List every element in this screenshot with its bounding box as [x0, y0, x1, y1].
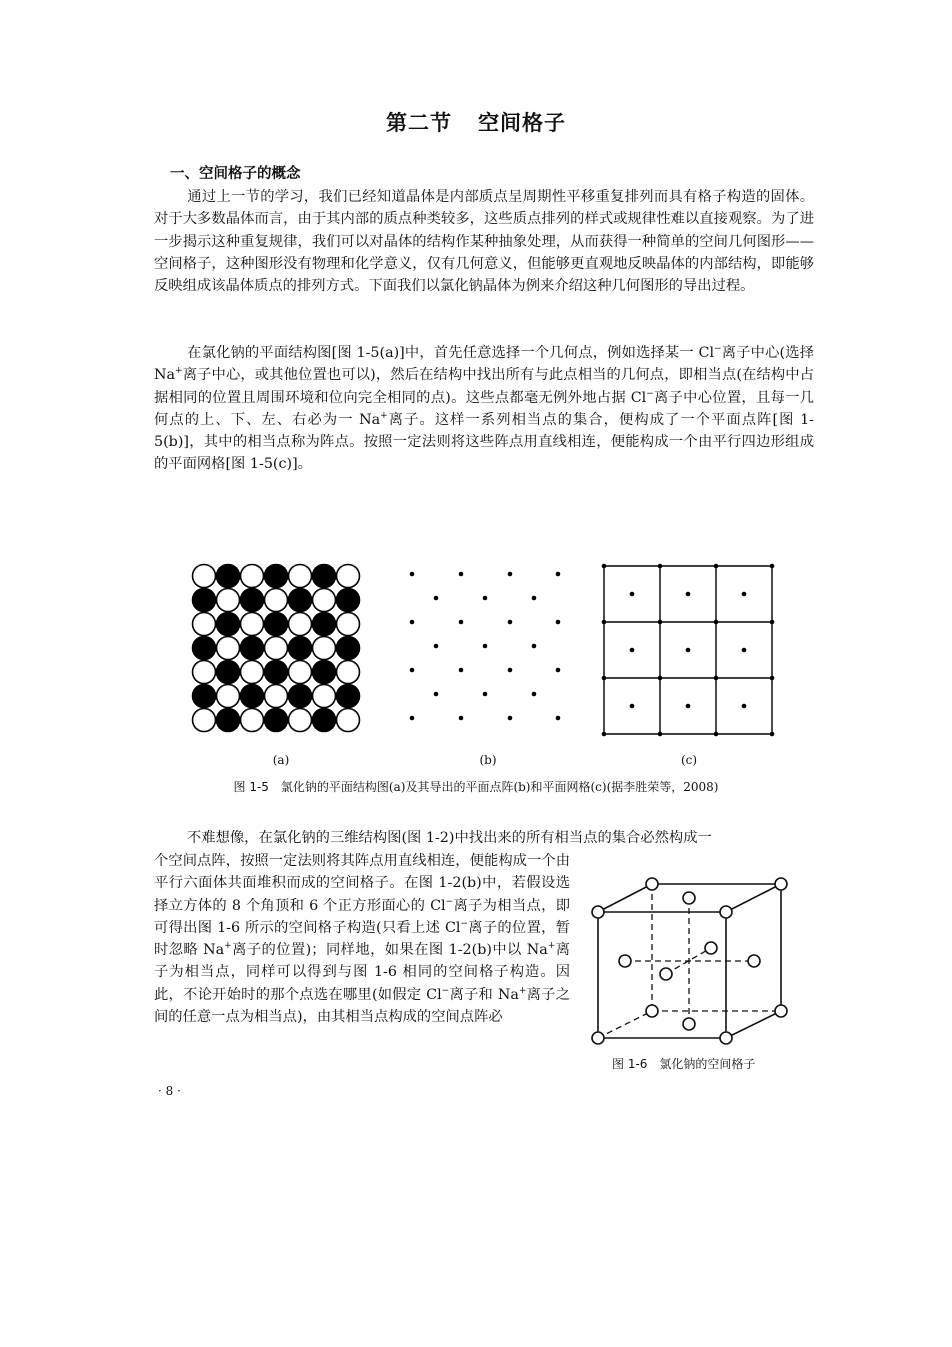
lattice-point: [714, 676, 719, 681]
lattice-point: [714, 564, 719, 569]
cl-ion: [289, 565, 312, 588]
paragraph-1: [154, 186, 814, 297]
figure-label-a: (a): [272, 753, 290, 767]
na-ion: [217, 709, 240, 732]
superscript: −: [460, 919, 469, 930]
superscript: +: [380, 411, 388, 422]
na-ion: [265, 661, 288, 684]
p4-text-b: 离子为相当点，即可得出图 1-6 所示的空间格子构造(只看上述 Cl: [154, 897, 570, 936]
cl-ion: [193, 613, 216, 636]
lattice-point: [532, 644, 537, 649]
lattice-point: [556, 668, 561, 673]
lattice-point: [742, 704, 747, 709]
lattice-point: [770, 564, 775, 569]
p4-text-g: 离子之间的任意一点为相当点)，由其相当点构成的空间点阵必: [154, 986, 570, 1026]
na-ion: [193, 685, 216, 708]
lattice-point: [410, 620, 415, 625]
figure-1-5a-nacl-structure: [188, 560, 368, 740]
cl-ion: [217, 589, 240, 612]
na-ion: [313, 613, 336, 636]
cl-ion: [193, 565, 216, 588]
p4-text-c: 离子的位置，暂时忽略 Na: [154, 919, 571, 959]
lattice-point: [410, 668, 415, 673]
cl-ion: [313, 637, 336, 660]
figure-1-5c-plane-net: [598, 560, 778, 740]
cl-ion: [337, 661, 360, 684]
superscript: −: [646, 388, 654, 399]
cl-ion: [241, 709, 264, 732]
lattice-point: [532, 596, 537, 601]
paragraph-1-text: 通过上一节的学习，我们已经知道晶体是内部质点呈周期性平移重复排列而具有格子构造的固体。对于大多数晶体而言，由于其内部的质点种类较多，这些质点排列的样式或规律性难以直接观察。为了进一步揭示这种重复规律，我们可以对晶体的结构作某种抽象处理，从而获得一种简单的空间几何图形——空间格子，这种图形没有物理和化学意义，仅有几何意义，但能够更直观地反映晶体的内部结构，即能够反映组成该晶体质点的排列方式。下面我们以氯化钠晶体为例来介绍这种几何图形的导出过程。: [154, 189, 814, 295]
na-ion: [265, 565, 288, 588]
paragraph-2: [154, 342, 814, 476]
lattice-point: [630, 648, 635, 653]
lattice-point: [459, 716, 464, 721]
superscript: +: [547, 941, 556, 952]
section-name: 空间格子: [478, 111, 566, 135]
lattice-point: [602, 676, 607, 681]
cl-ion: [313, 589, 336, 612]
cl-ion: [241, 661, 264, 684]
superscript: −: [445, 896, 454, 907]
lattice-point: [532, 692, 537, 697]
lattice-point: [770, 676, 775, 681]
lattice-point: [556, 572, 561, 577]
lattice-point: [630, 592, 635, 597]
lattice-point: [770, 732, 775, 737]
lattice-point: [658, 620, 663, 625]
na-ion: [217, 613, 240, 636]
cl-ion: [265, 685, 288, 708]
na-ion: [193, 589, 216, 612]
na-ion: [217, 565, 240, 588]
lattice-point: [742, 592, 747, 597]
lattice-point: [658, 564, 663, 569]
figure-1-6-text: 氯化钠的空间格子: [659, 1057, 756, 1071]
na-ion: [337, 685, 360, 708]
na-ion: [241, 589, 264, 612]
cl-ion: [265, 637, 288, 660]
lattice-point: [686, 648, 691, 653]
na-ion: [265, 613, 288, 636]
cl-ion: [289, 661, 312, 684]
na-ion: [313, 709, 336, 732]
paragraph-4: [154, 850, 570, 1028]
lattice-point: [410, 572, 415, 577]
superscript: −: [441, 986, 450, 997]
cl-ion: [241, 565, 264, 588]
lattice-point: [434, 692, 439, 697]
cl-ion: [289, 709, 312, 732]
lattice-point: [602, 564, 607, 569]
figure-1-5-text: 氯化钠的平面结构图(a)及其导出的平面点阵(b)和平面网格(c)(据李胜荣等，2008): [280, 780, 719, 794]
lattice-point: [714, 620, 719, 625]
figure-1-6-number: 图 1-6: [612, 1057, 648, 1071]
page-number: · 8 ·: [158, 1084, 181, 1098]
lattice-point: [434, 644, 439, 649]
cl-ion: [241, 613, 264, 636]
na-ion: [313, 565, 336, 588]
cl-ion: [337, 613, 360, 636]
lattice-point: [714, 732, 719, 737]
na-ion: [337, 589, 360, 612]
lattice-point: [508, 668, 513, 673]
lattice-point: [434, 596, 439, 601]
superscript: +: [518, 986, 527, 997]
p4-text-f: 离子和 Na: [449, 986, 519, 1003]
lattice-point: [508, 572, 513, 577]
cl-ion: [193, 709, 216, 732]
lattice-point: [459, 620, 464, 625]
cl-ion: [337, 565, 360, 588]
figure-label-c: (c): [680, 753, 698, 767]
lattice-point: [508, 620, 513, 625]
p2-text-c: 离子中心，或其他位置也可以)，然后在结构中找出所有与此点相当的几何点，即相当点(在结构中占据相同的位置且周围环境和位向完全相同的点)。这些点都毫无例外地占据 Cl: [154, 367, 814, 406]
paragraph-3: [154, 827, 814, 849]
na-ion: [337, 637, 360, 660]
cl-ion: [217, 685, 240, 708]
na-ion: [241, 685, 264, 708]
p2-text-a: 在氯化钠的平面结构图[图 1-5(a)]中，首先任意选择一个几何点，例如选择某一 Cl: [187, 345, 715, 361]
na-ion: [289, 637, 312, 660]
lattice-point: [459, 572, 464, 577]
lattice-point: [658, 732, 663, 737]
figure-label-b: (b): [479, 753, 497, 767]
lattice-point: [483, 692, 488, 697]
cl-ion: [337, 709, 360, 732]
lattice-point: [459, 668, 464, 673]
figure-1-5b-plane-lattice: [400, 560, 570, 730]
figure-1-6-nacl-space-lattice: [588, 872, 793, 1047]
na-ion: [193, 637, 216, 660]
na-ion: [265, 709, 288, 732]
lattice-point: [686, 592, 691, 597]
cl-ion: [265, 589, 288, 612]
na-ion: [289, 685, 312, 708]
lattice-point: [770, 620, 775, 625]
lattice-point: [686, 704, 691, 709]
na-ion: [289, 589, 312, 612]
subsection-heading: 一、空间格子的概念: [170, 166, 301, 182]
cl-ion: [217, 637, 240, 660]
paragraph-3-text: 不难想像，在氯化钠的三维结构图(图 1-2)中找出来的所有相当点的集合必然构成一: [187, 830, 712, 846]
p2-text-b: 离子中心(选择 Na: [154, 345, 814, 384]
lattice-point: [410, 716, 415, 721]
lattice-point: [742, 648, 747, 653]
lattice-point: [630, 704, 635, 709]
na-ion: [313, 661, 336, 684]
lattice-point: [602, 732, 607, 737]
lattice-point: [483, 596, 488, 601]
superscript: −: [714, 344, 722, 355]
p2-text-d: 离子中心位置，且每一几何点的上、下、左、右必为一 Na: [154, 389, 814, 428]
figure-1-6-caption: [612, 1055, 792, 1072]
superscript: +: [175, 366, 183, 377]
lattice-point: [556, 620, 561, 625]
cl-ion: [313, 685, 336, 708]
lattice-point: [658, 676, 663, 681]
na-ion: [241, 637, 264, 660]
figure-1-5-number: 图 1-5: [233, 780, 269, 794]
cl-ion: [193, 661, 216, 684]
lattice-point: [602, 620, 607, 625]
p4-text-a: 个空间点阵，按照一定法则将其阵点用直线相连，便能构成一个由平行六面体共面堆积而成的空间格子。在图 1-2(b)中，若假设选择立方体的 8 个角顶和 6 个正方形面心的 Cl: [154, 853, 570, 914]
na-ion: [217, 661, 240, 684]
lattice-point: [508, 716, 513, 721]
section-title: [0, 107, 952, 137]
p4-text-e: 离子为相当点，同样可以得到与图 1-6 相同的空间格子构造。因此，不论开始时的那个点选在哪里(如假定 Cl: [154, 942, 571, 1003]
figure-1-5-caption: [0, 778, 952, 795]
lattice-point: [556, 716, 561, 721]
cl-ion: [289, 613, 312, 636]
p2-text-e: 离子。这样一系列相当点的集合，便构成了一个平面点阵[图 1-5(b)]，其中的相当点称为阵点。按照一定法则将这些阵点用直线相连，便能构成一个由平行四边形组成的平面网格[图 1-5(c)]。: [154, 411, 815, 473]
superscript: +: [224, 941, 232, 952]
p4-text-d: 离子的位置)；同样地，如果在图 1-2(b)中以 Na: [231, 942, 548, 959]
section-number: 第二节: [386, 111, 452, 135]
lattice-point: [483, 644, 488, 649]
